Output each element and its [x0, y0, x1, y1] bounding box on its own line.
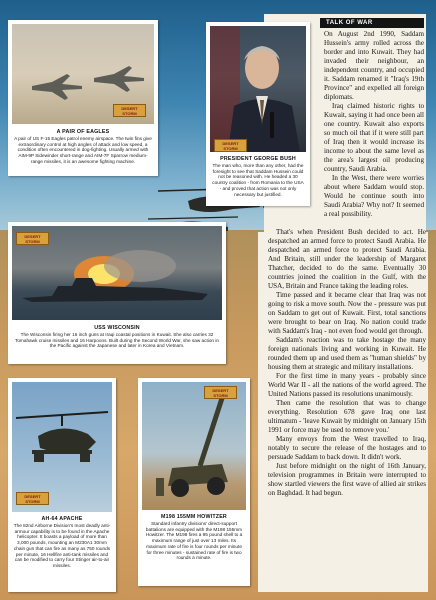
- article-paragraph: Iraq claimed historic rights to Kuwait, saying it had once been all one country. Kuwait also exports so much oil that if it were still part of Iraq then it would increase its income to about the same level as the area's largest oil producing country, Saudi Arabia.: [324, 102, 424, 173]
- article-paragraph: Saddam's reaction was to take hostage the many foreign nationals living and working in Kuwait. He rounded them up and used them as "human shields" by housing them at strategic and military installations.: [268, 336, 426, 371]
- article-paragraph: On August 2nd 1990, Saddam Hussein's army rolled across the border and into Kuwait. They had invaded their neighbour, an independent country, and occupied it. Saddam renamed it "Iraq's 19th Province" and expelled all foreign diplomats.: [324, 30, 424, 101]
- article-paragraph: Many envoys from the West travelled to Iraq, notably to secure the release of the hostages and to persuade Saddam to back down. It didn't work.: [268, 435, 426, 461]
- desert-storm-stamp: DESERT STORM: [113, 104, 146, 117]
- eagles-title: A PAIR OF EAGLES: [56, 129, 110, 135]
- bush-caption: The man who, more than any other, had the foresight to see that Saddam Hussein could not be reasoned with. He headed a 30 country coalition - from Romania to the USA - and proved that action was not only necessary but justified.: [212, 163, 304, 197]
- eagles-caption: A pair of US F-15 Eagles patrol enemy airspace. The twin fins give extraordinary control at high angles of attack and low speed, a condition often encountered in dog-fighting. Usually armed with AIM-9P Sidewinder short-range and AIM-7F Sparrow medium-range missiles, it is an awesome fighting machine.: [14, 136, 152, 164]
- article-column-bottom: [268, 228, 426, 588]
- apache-title: AH-64 APACHE: [41, 516, 83, 522]
- article-paragraph: That's when President Bush decided to act. He despatched an armed force to protect Saudi Arabia. He despatched an armed force to protect Saudi Arabia. And Britain, still under the leadership of Margaret Thatcher, decided to do the same. Eventually 30 countries joined the coalition in the Gulf, with the USA, Britain and France taking the leading roles.: [268, 228, 426, 290]
- desert-storm-stamp: DESERT STORM: [204, 386, 237, 399]
- howitzer-caption: Standard infantry divisions' direct-support battalions are equipped with the M198 155mm Howitzer. The M198 fires a 95 pound shell to a maximum range of just over 13 miles. Its maximum rate of fire is four rounds per minute for three minutes - sustained rate of fire is two rounds a minute.: [145, 521, 243, 561]
- desert-storm-stamp: DESERT STORM: [16, 232, 49, 245]
- article-heading: TALK OF WAR: [320, 18, 424, 28]
- howitzer-card: [138, 378, 250, 586]
- article-paragraph: In the West, there were worries about where Saddam would stop. Would he continue south into Saudi Arabia? Why not? It seemed a real possibility.: [324, 174, 424, 218]
- desert-storm-stamp: DESERT STORM: [214, 139, 247, 152]
- howitzer-photo: [142, 382, 246, 510]
- bush-photo: [210, 26, 306, 152]
- article-column-top: [324, 30, 424, 230]
- apache-card: [8, 378, 116, 592]
- article-paragraph: Time passed and it became clear that Iraq was not going to risk a move south. Now the - pressure was put on Saddam to get out of Kuwait. First, total sanctions were brought to bear on Iraq. No nation could trade with Saddam's Iraq - not even food would get through.: [268, 291, 426, 335]
- apache-caption: The 82nd Airborne Division's most deadly anti-armour capability is to be found in the Apache helicopter. It boasts a payload of more than 3,000 pounds, mounting an M230A1 30mm chain gun that can fire as many as 750 rounds per minute, 16 Hellfire anti-tank missiles and can be modified to carry four Stinger air-to-air missiles.: [13, 523, 111, 568]
- wisconsin-card: [8, 222, 226, 364]
- howitzer-title: M198 155MM HOWITZER: [161, 514, 227, 520]
- desert-storm-stamp: DESERT STORM: [16, 492, 49, 505]
- wisconsin-title: USS WISCONSIN: [94, 325, 140, 331]
- eagles-card: [8, 20, 158, 176]
- article-paragraph: Then came the resolution that was to change everything. Resolution 678 gave Iraq one last ultimatum - 'leave Kuwait by midnight on January 15th 1991 or force may be used to remove you.': [268, 399, 426, 434]
- article-paragraph: For the first time in many years - probably since World War II - all the nations of the world agreed. The United Nations passed its resolutions unanimously.: [268, 372, 426, 398]
- article-paragraph: Just before midnight on the night of 16th January, television programmes in Britain were interrupted to show startled viewers the first wave of allied air strikes on Baghdad. It had begun.: [268, 462, 426, 497]
- wisconsin-caption: The Wisconsin firing her 16 inch guns at Iraqi coastal positions in Kuwait. She also carries 32 Tomahawk cruise missiles and 16 Harpoons. Built during the Second World War, she saw action in the Pacific against the Japanese and later in Korea and Vietnam.: [14, 332, 219, 349]
- bush-title: PRESIDENT GEORGE BUSH: [220, 156, 296, 162]
- bush-card: [206, 22, 310, 206]
